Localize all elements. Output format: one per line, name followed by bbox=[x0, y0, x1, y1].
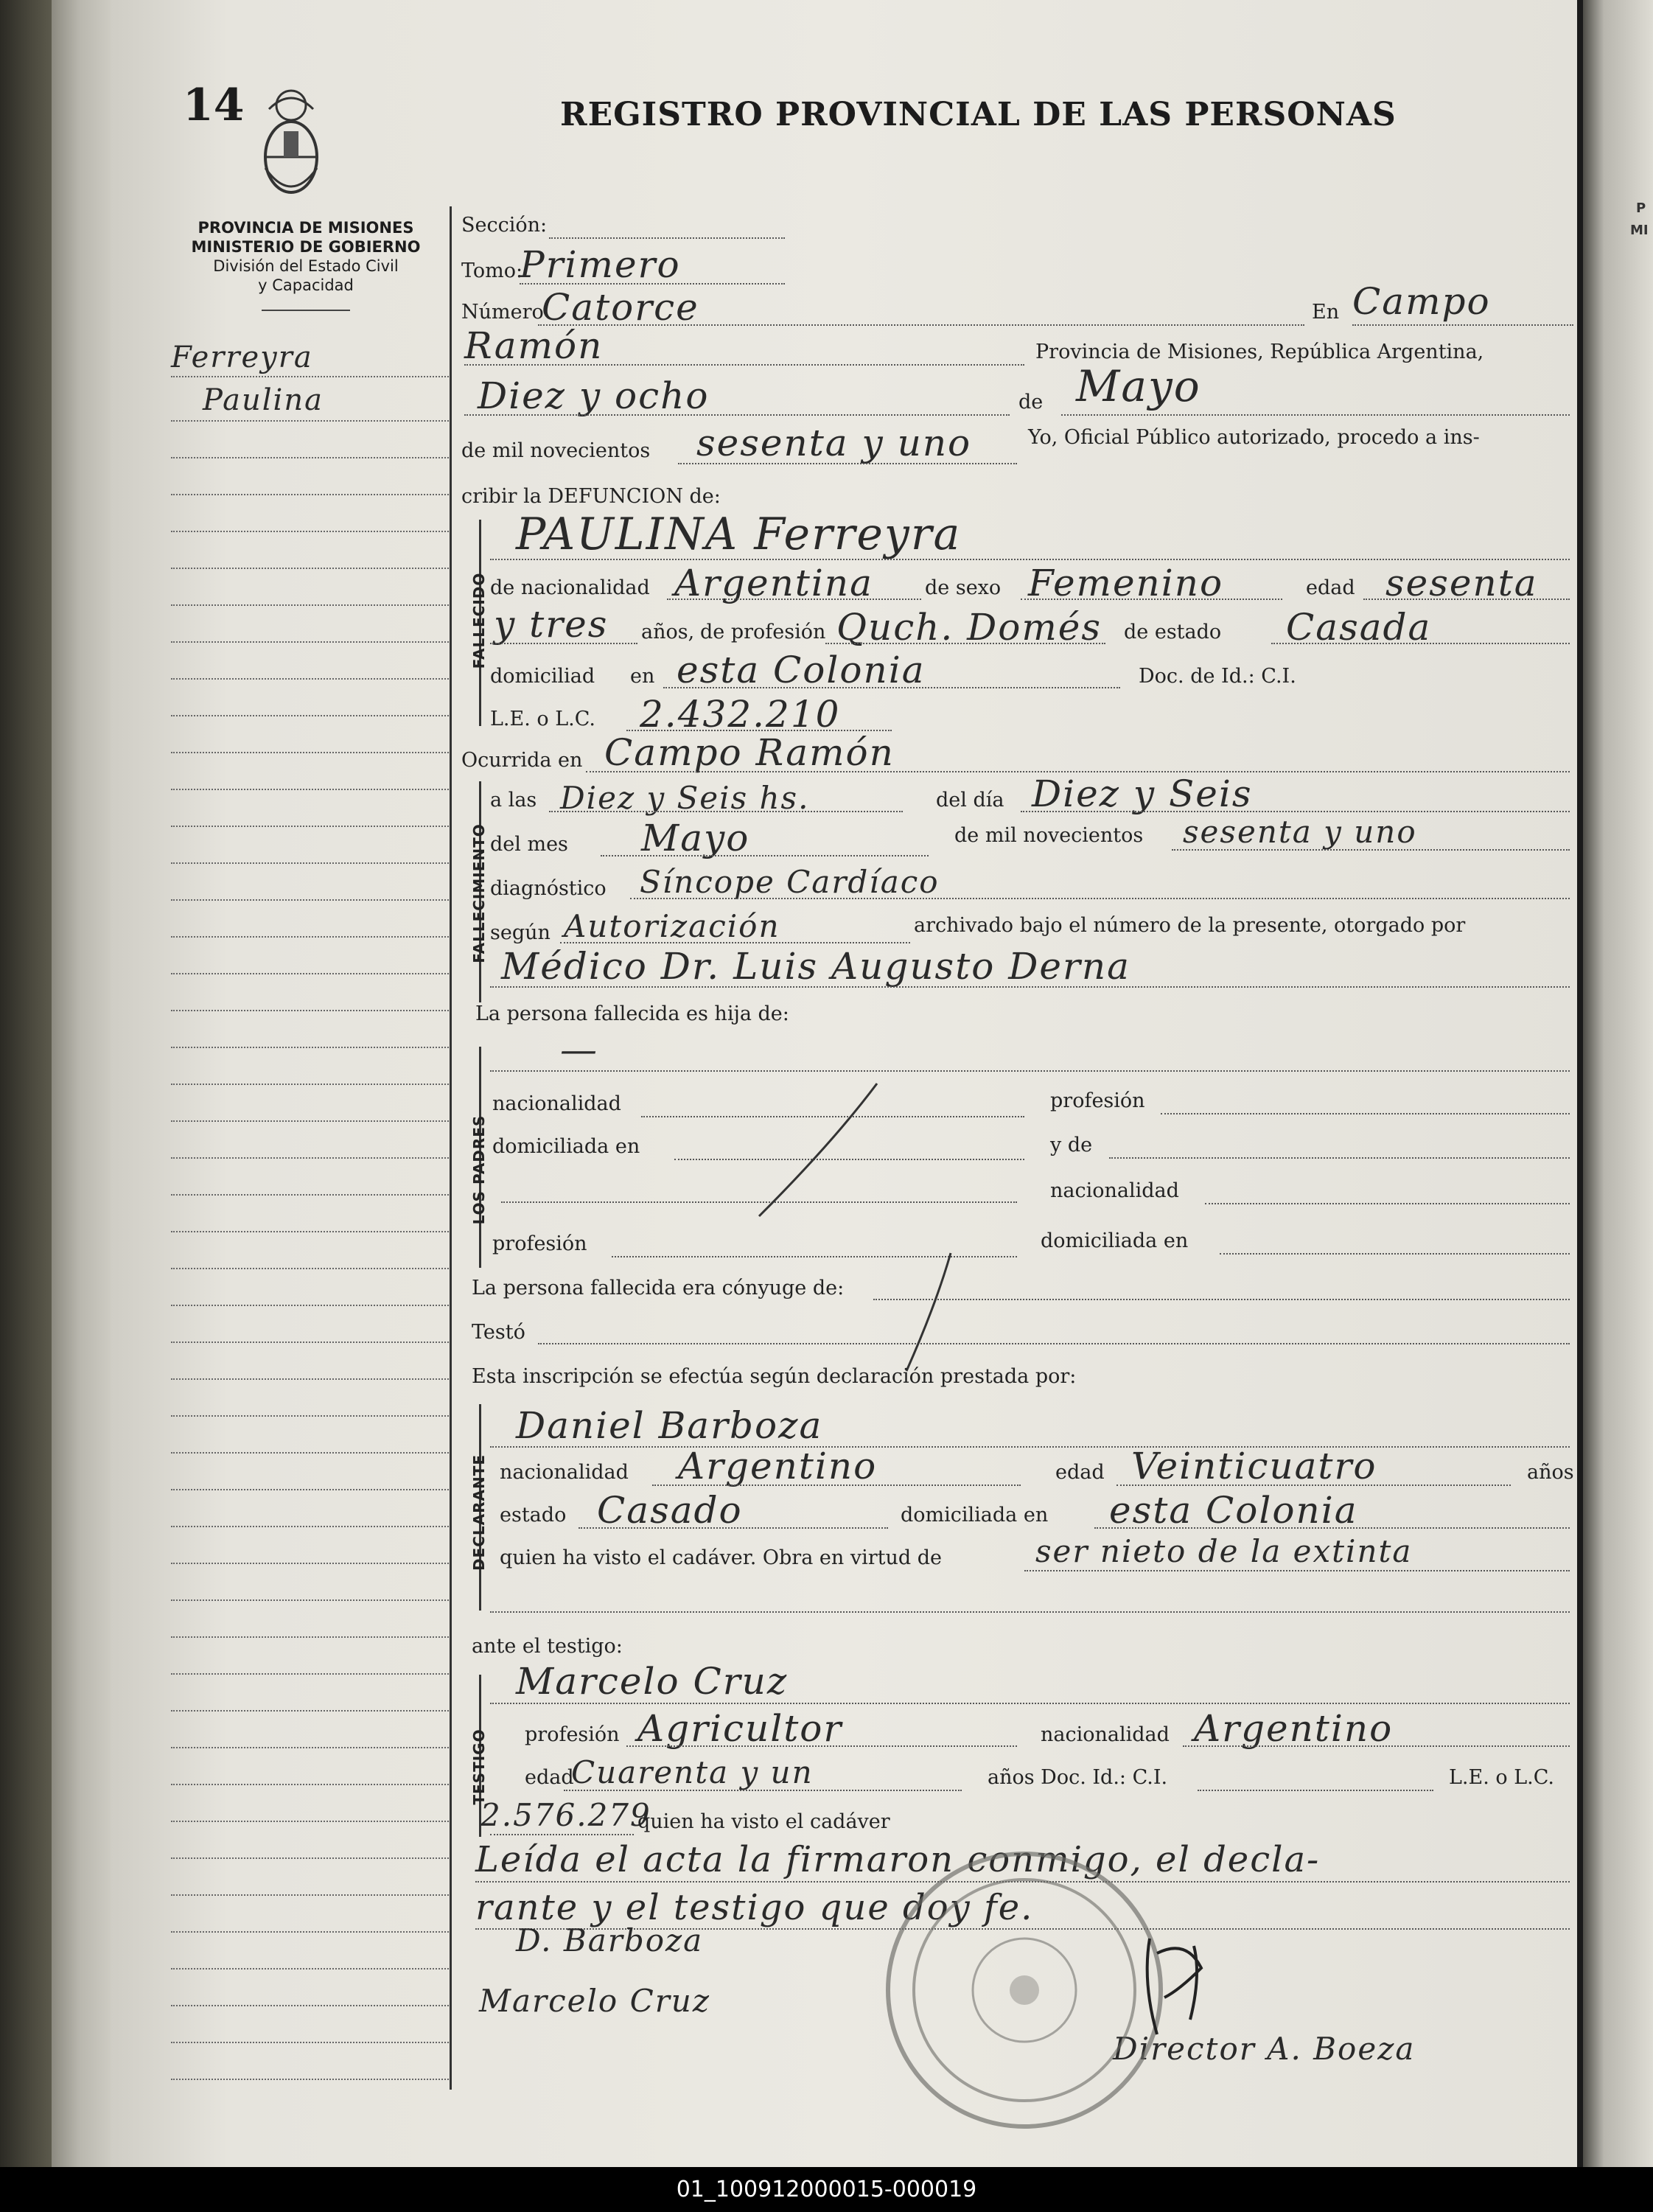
margin-rule bbox=[171, 1968, 451, 1969]
estado-line bbox=[1271, 643, 1570, 644]
margin-rule bbox=[171, 1489, 451, 1490]
en-label: En bbox=[1312, 301, 1340, 324]
madre-domicilio-label: domiciliada en bbox=[1041, 1229, 1189, 1252]
hora-line bbox=[549, 811, 903, 812]
madre-profesion-label: profesión bbox=[492, 1232, 587, 1255]
margin-rule bbox=[171, 1894, 451, 1896]
anio-value: sesenta y uno bbox=[696, 422, 972, 464]
edad-line bbox=[1363, 599, 1570, 600]
institution-block bbox=[170, 218, 442, 295]
testo-line bbox=[538, 1343, 1570, 1344]
padre-nombre-line bbox=[490, 1070, 1570, 1072]
fallecido-nombre-line bbox=[490, 559, 1570, 560]
declarante-virtud-line bbox=[1024, 1570, 1570, 1571]
margin-rule bbox=[171, 1784, 451, 1785]
firma-declarante: D. Barboza bbox=[516, 1922, 704, 1958]
mes-line bbox=[601, 855, 929, 856]
institution-underline bbox=[262, 310, 350, 311]
declarante-nacionalidad-line bbox=[652, 1484, 1021, 1486]
declarante-side-label: DECLARANTE bbox=[470, 1454, 488, 1571]
domicilio-value: esta Colonia bbox=[677, 649, 926, 691]
column-divider bbox=[450, 206, 452, 2090]
institution-line: División del Estado Civil bbox=[213, 257, 399, 275]
margin-rule bbox=[171, 531, 451, 532]
firma-testigo: Marcelo Cruz bbox=[479, 1983, 710, 2019]
margin-rule bbox=[171, 1636, 451, 1638]
testigo-nombre-line bbox=[490, 1703, 1570, 1704]
margin-rule bbox=[171, 1305, 451, 1306]
padre-nacionalidad-label: nacionalidad bbox=[492, 1092, 621, 1115]
madre-nacionalidad-label: nacionalidad bbox=[1050, 1179, 1179, 1202]
institution-line: MINISTERIO DE GOBIERNO bbox=[191, 238, 421, 256]
margin-rule bbox=[171, 1010, 451, 1011]
margin-rule bbox=[171, 2079, 451, 2080]
segun-label: según bbox=[490, 921, 551, 944]
tomo-line bbox=[520, 283, 785, 285]
declarante-estado-line bbox=[579, 1527, 888, 1529]
declarante-intro: Esta inscripción se efectúa según declaración prestada por: bbox=[472, 1365, 1077, 1388]
madre-nacionalidad-line bbox=[1205, 1203, 1570, 1204]
numero-label: Número bbox=[461, 301, 544, 324]
testigo-side-label: TESTIGO bbox=[470, 1728, 488, 1805]
le-value: 2.432.210 bbox=[640, 693, 841, 736]
declarante-nacionalidad: Argentino bbox=[678, 1445, 878, 1487]
testigo-visto-text: quien ha visto el cadáver bbox=[637, 1810, 890, 1833]
testigo-profesion-line bbox=[626, 1745, 1017, 1747]
book-binding bbox=[0, 0, 52, 2167]
dia-line bbox=[1021, 811, 1570, 812]
ante-testigo-label: ante el testigo: bbox=[472, 1635, 623, 1658]
mes-label: del mes bbox=[490, 833, 568, 856]
declarante-extra-line bbox=[490, 1611, 1570, 1613]
lugar-value: Ramón bbox=[464, 324, 604, 367]
testigo-nacionalidad: Argentino bbox=[1194, 1707, 1394, 1750]
margin-rule bbox=[171, 1563, 451, 1564]
margin-rule bbox=[171, 1673, 451, 1675]
mes-value: Mayo bbox=[641, 817, 750, 859]
margin-rule bbox=[171, 604, 451, 606]
margin-rule bbox=[171, 789, 451, 790]
anios-label: años, bbox=[641, 621, 695, 643]
profesion-value: Quch. Domés bbox=[836, 606, 1102, 649]
margin-rule bbox=[171, 752, 451, 753]
margin-rule bbox=[171, 2042, 451, 2043]
provincia-text: Provincia de Misiones, República Argentina, bbox=[1035, 341, 1484, 363]
sexo-line bbox=[1021, 599, 1282, 600]
numero-line bbox=[538, 324, 1304, 326]
testigo-le-label: L.E. o L.C. bbox=[1449, 1766, 1555, 1789]
testigo-ci-line bbox=[1198, 1790, 1433, 1791]
margin-rule bbox=[171, 1857, 451, 1859]
ocurrida-value: Campo Ramón bbox=[604, 731, 895, 774]
blank-strike-mark bbox=[899, 1246, 958, 1378]
mes-line bbox=[1061, 414, 1570, 416]
declarante-visto-text: quien ha visto el cadáver. Obra en virtud de bbox=[500, 1546, 943, 1569]
declarante-nacionalidad-label: nacionalidad bbox=[500, 1461, 629, 1484]
testigo-profesion: Agricultor bbox=[637, 1707, 843, 1750]
margin-rule bbox=[171, 2005, 451, 2006]
diagnostico-line bbox=[630, 898, 1570, 899]
medico-line bbox=[490, 986, 1570, 988]
margin-rule bbox=[171, 1415, 451, 1417]
le-label: L.E. o L.C. bbox=[490, 708, 596, 730]
edad-value-2: y tres bbox=[494, 603, 609, 646]
nacionalidad-label: de nacionalidad bbox=[490, 576, 650, 599]
padre-profesion-label: profesión bbox=[1050, 1089, 1145, 1112]
fallecido-nombre: PAULINA Ferreyra bbox=[516, 509, 962, 560]
en-line bbox=[1352, 324, 1573, 326]
anio-label: de mil novecientos bbox=[954, 824, 1144, 847]
cierre-line-1: Leída el acta la firmaron conmigo, el decla- bbox=[475, 1839, 1321, 1880]
domicilio-label: domiciliad bbox=[490, 665, 595, 688]
testigo-documento: 2.576.279 bbox=[480, 1797, 651, 1833]
margin-rule bbox=[171, 1194, 451, 1196]
lugar-line bbox=[464, 364, 1024, 366]
diagnostico-label: diagnóstico bbox=[490, 877, 607, 900]
declarante-domicilio: esta Colonia bbox=[1109, 1489, 1358, 1532]
margin-rule bbox=[171, 936, 451, 938]
margin-rule bbox=[171, 1599, 451, 1601]
margin-rule bbox=[171, 1710, 451, 1712]
en-value: Campo bbox=[1352, 280, 1491, 323]
segun-value: Autorización bbox=[564, 908, 780, 944]
hora-value: Diez y Seis hs. bbox=[560, 780, 810, 816]
margin-rule bbox=[171, 420, 451, 422]
margin-rule bbox=[171, 457, 451, 458]
dia-value: Diez y Seis bbox=[1032, 772, 1253, 815]
padre-nombre: — bbox=[560, 1028, 598, 1071]
sexo-value: Femenino bbox=[1028, 562, 1224, 604]
domicilio-line bbox=[663, 687, 1120, 688]
margin-note-name: Paulina bbox=[203, 383, 324, 417]
medico-value: Médico Dr. Luis Augusto Derna bbox=[501, 945, 1130, 988]
page-number: 14 bbox=[183, 80, 245, 131]
margin-note-surname: Ferreyra bbox=[171, 341, 313, 374]
segun-line bbox=[560, 942, 910, 943]
conyuge-label: La persona fallecida era cónyuge de: bbox=[472, 1277, 845, 1299]
testigo-nacionalidad-label: nacionalidad bbox=[1041, 1723, 1170, 1746]
testigo-documento-line bbox=[490, 1834, 634, 1835]
ocurrida-label: Ocurrida en bbox=[461, 749, 583, 772]
margin-rule bbox=[171, 1821, 451, 1822]
testigo-profesion-label: profesión bbox=[525, 1723, 620, 1746]
institution-line: y Capacidad bbox=[258, 276, 354, 294]
estado-value: Casada bbox=[1286, 606, 1432, 649]
blank-strike-mark bbox=[744, 1076, 892, 1224]
margin-rule bbox=[171, 1268, 451, 1269]
adjacent-page-text: P bbox=[1636, 200, 1646, 216]
profesion-label: de profesión bbox=[700, 621, 826, 643]
diagnostico-value: Síncope Cardíaco bbox=[640, 864, 940, 900]
edad-line-2 bbox=[490, 643, 637, 644]
firma-oficial: Director A. Boeza bbox=[1113, 2031, 1416, 2067]
de-label: de bbox=[1018, 391, 1044, 414]
testigo-anios-doc-label: años Doc. Id.: C.I. bbox=[988, 1766, 1168, 1789]
declarante-edad-line bbox=[1116, 1484, 1511, 1486]
testo-label: Testó bbox=[472, 1321, 525, 1344]
declarante-nombre-line bbox=[490, 1446, 1570, 1448]
tomo-value: Primero bbox=[520, 243, 681, 286]
declarante-anios-label: años bbox=[1527, 1461, 1574, 1484]
seccion-line bbox=[549, 237, 785, 239]
margin-rule bbox=[171, 1341, 451, 1343]
margin-rule bbox=[171, 1452, 451, 1454]
anio-line bbox=[678, 463, 1017, 464]
margin-rule bbox=[171, 1231, 451, 1232]
hija-label: La persona fallecida es hija de: bbox=[475, 1002, 789, 1025]
margin-rule bbox=[171, 973, 451, 974]
margin-rule bbox=[171, 1047, 451, 1048]
testigo-edad-label: edad bbox=[525, 1766, 574, 1789]
madre-nombre-line bbox=[1109, 1157, 1570, 1159]
doc-label: Doc. de Id.: C.I. bbox=[1139, 665, 1296, 688]
margin-rule bbox=[171, 1378, 451, 1380]
anio-line bbox=[1172, 849, 1570, 851]
mes-value: Mayo bbox=[1076, 361, 1201, 411]
archive-footer bbox=[0, 2167, 1653, 2212]
sexo-label: de sexo bbox=[925, 576, 1002, 599]
fallecimiento-side-label: FALLECIMIENTO bbox=[470, 823, 488, 963]
declarante-estado: Casado bbox=[597, 1489, 743, 1532]
margin-rule bbox=[171, 568, 451, 569]
margin-rule bbox=[171, 641, 451, 643]
testigo-nacionalidad-line bbox=[1183, 1745, 1570, 1747]
conyuge-line bbox=[873, 1299, 1570, 1300]
margin-rule bbox=[171, 1120, 451, 1122]
margin-rule bbox=[171, 1747, 451, 1748]
adjacent-page-text: MI bbox=[1630, 223, 1649, 238]
estado-label: de estado bbox=[1124, 621, 1222, 643]
coat-of-arms-seal bbox=[258, 87, 324, 205]
margin-rule bbox=[171, 494, 451, 495]
margin-rule bbox=[171, 376, 451, 377]
madre-domicilio-line bbox=[1220, 1253, 1570, 1255]
padres-side-label: LOS PADRES bbox=[470, 1114, 488, 1225]
testigo-nombre: Marcelo Cruz bbox=[516, 1660, 789, 1703]
edad-value-1: sesenta bbox=[1385, 562, 1538, 604]
page-title: REGISTRO PROVINCIAL DE LAS PERSONAS bbox=[560, 96, 1397, 133]
declarante-nombre: Daniel Barboza bbox=[516, 1404, 823, 1447]
margin-rule bbox=[171, 862, 451, 864]
hora-label: a las bbox=[490, 789, 537, 812]
testigo-edad-line bbox=[564, 1790, 962, 1791]
signature-scribble bbox=[1120, 1924, 1238, 2049]
declarante-edad-label: edad bbox=[1055, 1461, 1105, 1484]
margin-rule bbox=[171, 1931, 451, 1933]
declarante-estado-label: estado bbox=[500, 1504, 567, 1527]
fallecido-side-label: FALLECIDO bbox=[470, 572, 488, 669]
anio-value: sesenta y uno bbox=[1183, 814, 1417, 850]
padre-domicilio-label: domiciliada en bbox=[492, 1135, 640, 1158]
margin-rule bbox=[171, 715, 451, 716]
profesion-line bbox=[825, 643, 1105, 644]
padre-profesion-line bbox=[1161, 1113, 1570, 1114]
numero-value: Catorce bbox=[542, 286, 699, 329]
margin-rule bbox=[171, 1157, 451, 1159]
mil-label: de mil novecientos bbox=[461, 439, 651, 462]
declarante-domicilio-line bbox=[1094, 1527, 1570, 1529]
tomo-label: Tomo: bbox=[461, 259, 523, 282]
margin-rule bbox=[171, 899, 451, 901]
declarante-domicilio-label: domiciliada en bbox=[901, 1504, 1049, 1527]
institution-line: PROVINCIA DE MISIONES bbox=[198, 219, 414, 237]
y-de-label: y de bbox=[1050, 1134, 1093, 1156]
dia-line bbox=[464, 414, 1010, 416]
dia-label: del día bbox=[936, 789, 1004, 812]
declarante-virtud: ser nieto de la extinta bbox=[1035, 1533, 1413, 1569]
edad-label: edad bbox=[1306, 576, 1355, 599]
cierre-line-2: rante y el testigo que doy fe. bbox=[475, 1887, 1034, 1928]
declarante-edad: Veinticuatro bbox=[1131, 1445, 1377, 1487]
testigo-edad: Cuarenta y un bbox=[571, 1754, 814, 1790]
archivado-text: archivado bajo el número de la presente, otorgado por bbox=[914, 914, 1466, 937]
domicilio-en-label: en bbox=[630, 665, 655, 688]
oficial-text: Yo, Oficial Público autorizado, procedo a ins- bbox=[1028, 426, 1480, 449]
margin-rule bbox=[171, 826, 451, 827]
adjacent-page-edge bbox=[1583, 0, 1653, 2167]
inscribir-text: cribir la DEFUNCION de: bbox=[461, 485, 721, 508]
margin-rule bbox=[171, 678, 451, 680]
margin-rule bbox=[171, 1526, 451, 1527]
nacionalidad-line bbox=[667, 599, 921, 600]
margin-rule bbox=[171, 1084, 451, 1085]
seccion-label: Sección: bbox=[461, 214, 548, 237]
nacionalidad-value: Argentina bbox=[674, 562, 873, 604]
archive-id: 01_100912000015-000019 bbox=[676, 2177, 977, 2202]
dia-value: Diez y ocho bbox=[478, 374, 710, 417]
